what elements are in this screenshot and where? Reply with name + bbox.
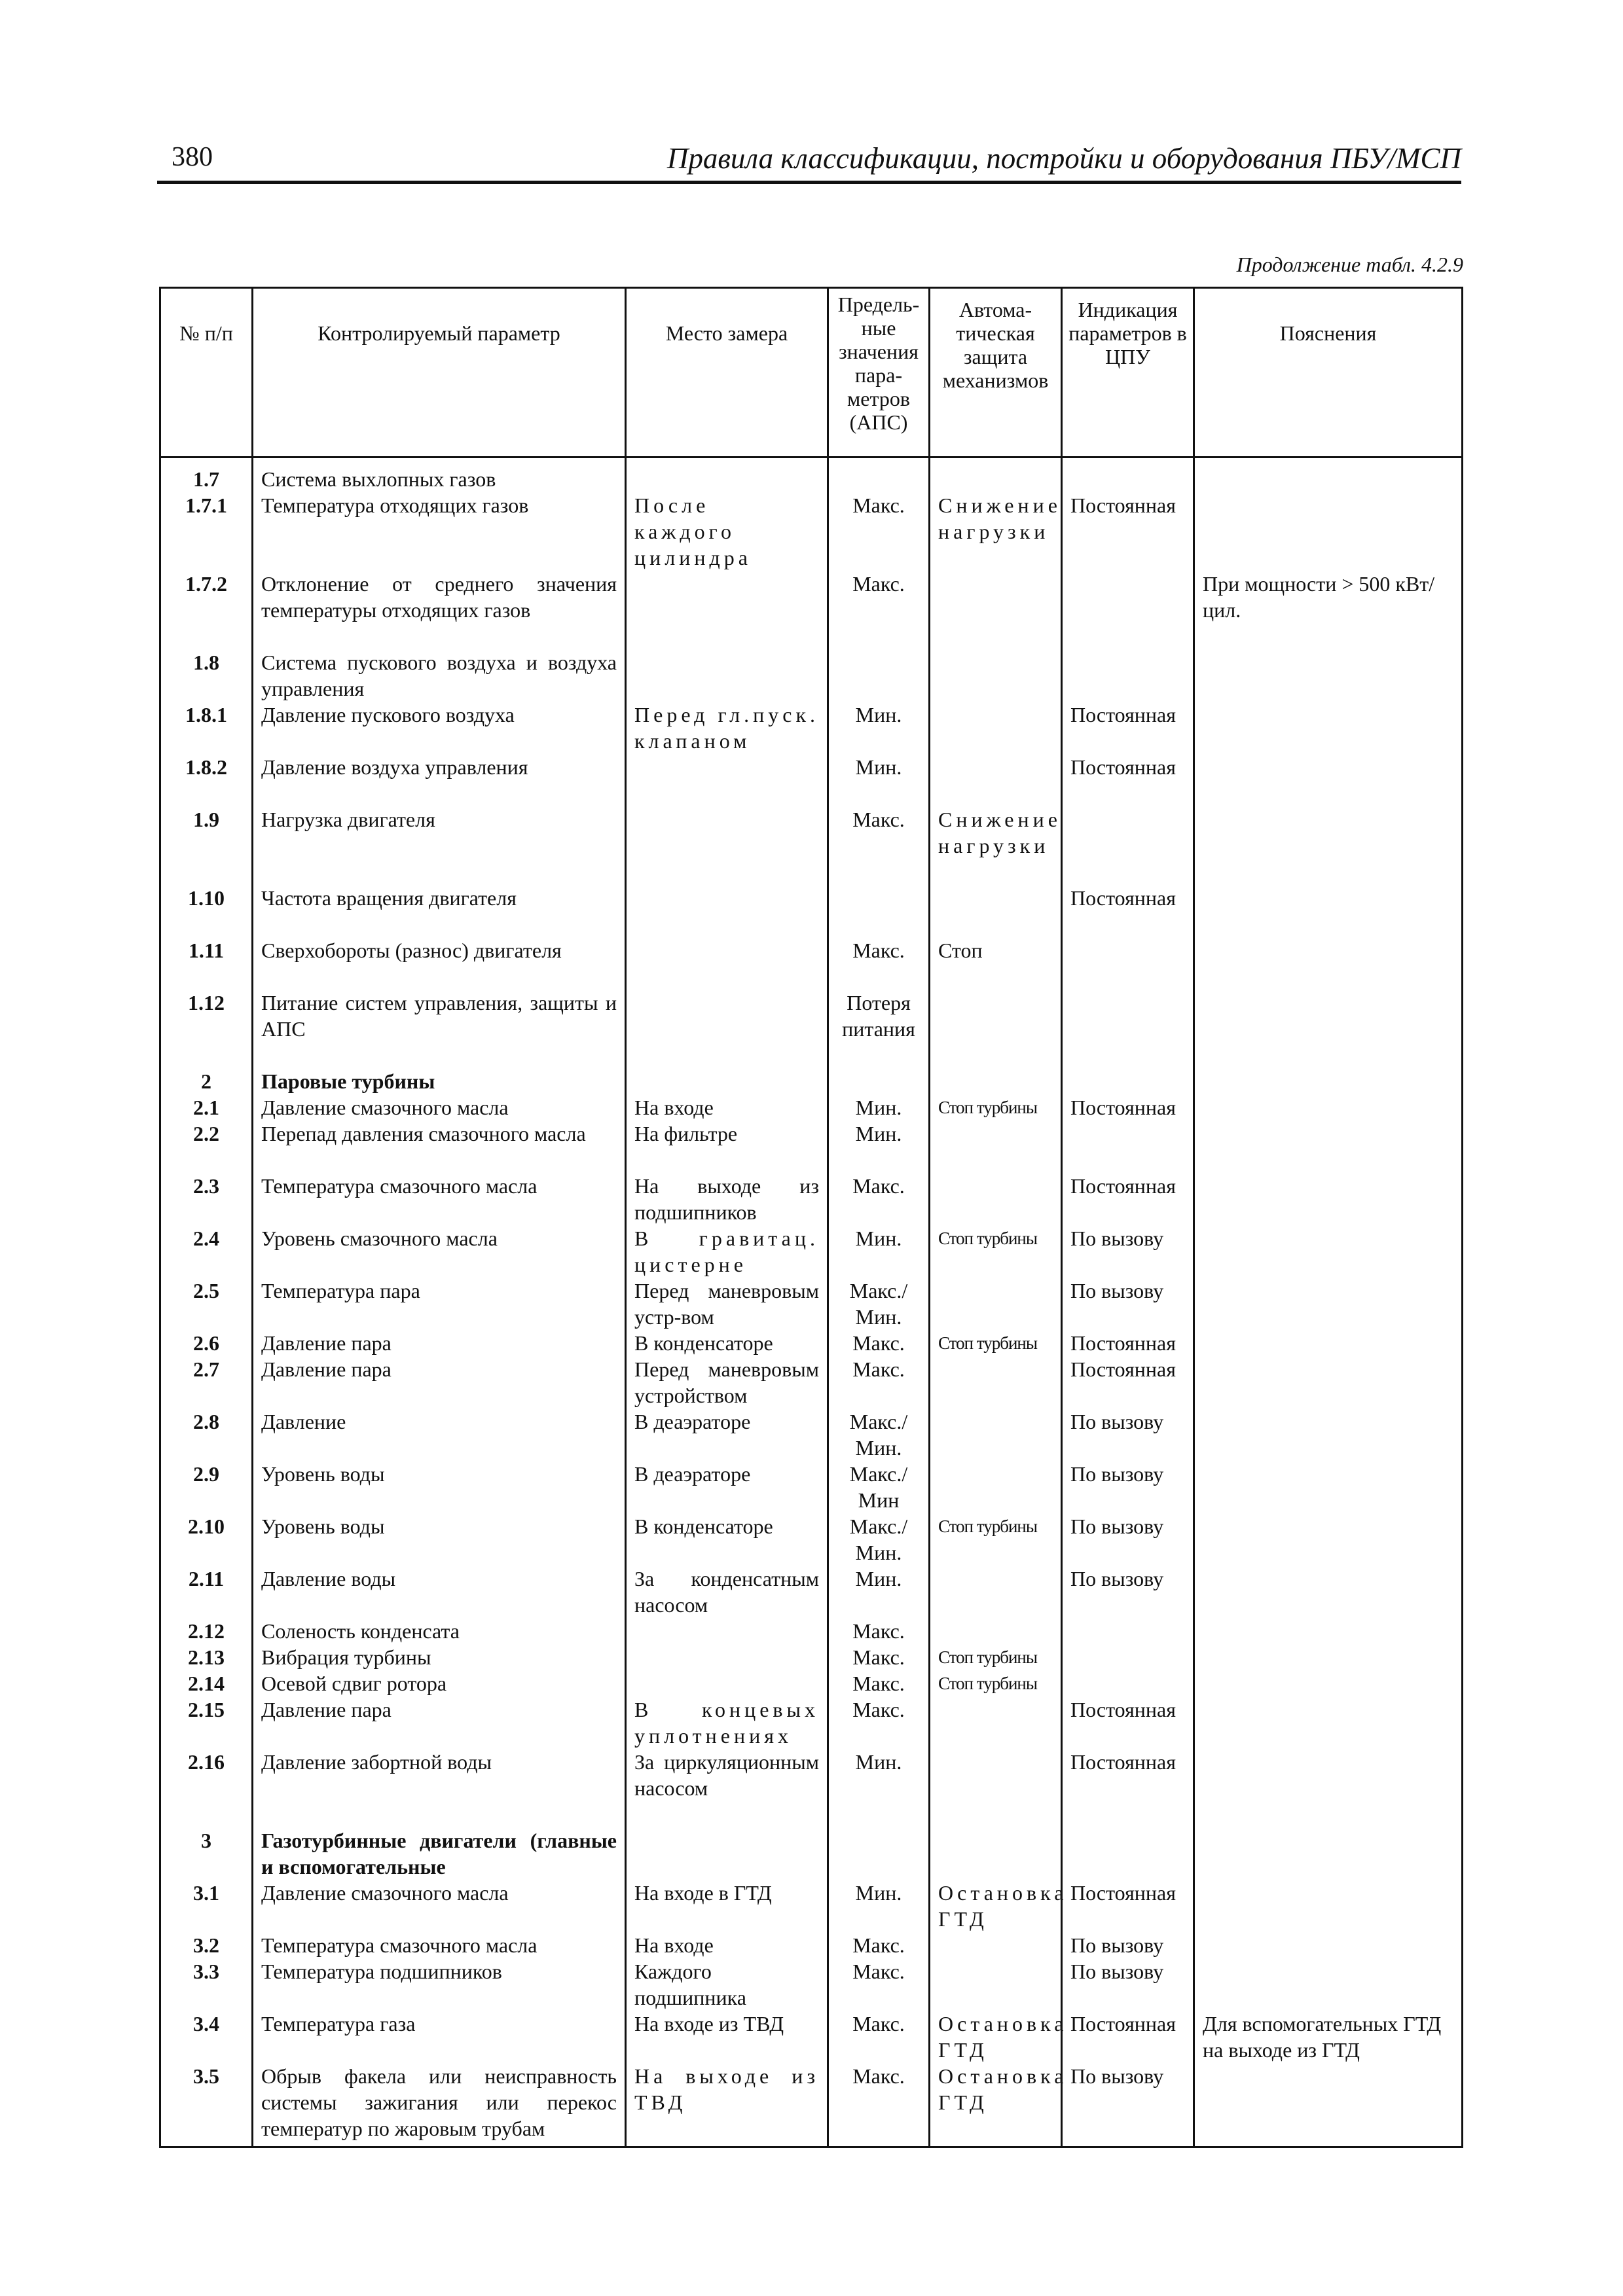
cell-indication [1062, 1644, 1194, 1670]
cell-limit: Мин. [828, 1225, 930, 1278]
cell-note [1194, 1121, 1463, 1173]
cell-place [626, 457, 828, 493]
cell-place: За циркуляционным насосом [626, 1749, 828, 1827]
cell-parameter: Температура подшипников [253, 1958, 626, 2011]
cell-protection: Остановка ГТД [930, 2011, 1062, 2063]
table-row [160, 1121, 1463, 1173]
cell-indication [1062, 1827, 1194, 1880]
cell-limit [828, 457, 930, 493]
cell-indication: Постоянная [1062, 1696, 1194, 1749]
cell-protection [930, 990, 1062, 1068]
cell-note [1194, 1827, 1463, 1880]
cell-place [626, 571, 828, 649]
cell-note: При мощности > 500 кВт/цил. [1194, 571, 1463, 649]
cell-place: Каждого подшипника [626, 1958, 828, 2011]
cell-number: 2.13 [160, 1644, 253, 1670]
cell-indication: По вызову [1062, 1278, 1194, 1330]
cell-note [1194, 1068, 1463, 1094]
cell-number: 2.10 [160, 1513, 253, 1566]
cell-indication: Постоянная [1062, 1330, 1194, 1356]
cell-limit: Макс. [828, 1958, 930, 2011]
cell-number: 1.9 [160, 806, 253, 885]
cell-place [626, 937, 828, 990]
cell-limit: Макс./ Мин. [828, 1278, 930, 1330]
cell-place [626, 1670, 828, 1696]
cell-note [1194, 1173, 1463, 1225]
cell-protection [930, 1932, 1062, 1958]
table-row [160, 1670, 1463, 1696]
cell-number: 3 [160, 1827, 253, 1880]
cell-parameter: Давление забортной воды [253, 1749, 626, 1827]
cell-place: Перед гл.пуск. клапаном [626, 702, 828, 754]
cell-indication: Постоянная [1062, 754, 1194, 806]
cell-parameter: Паровые турбины [253, 1068, 626, 1094]
cell-indication: По вызову [1062, 1461, 1194, 1513]
cell-place: В конденсаторе [626, 1330, 828, 1356]
cell-protection: Снижение нагрузки [930, 492, 1062, 571]
cell-number: 2.3 [160, 1173, 253, 1225]
cell-indication: По вызову [1062, 1932, 1194, 1958]
cell-note [1194, 702, 1463, 754]
cell-parameter: Вибрация турбины [253, 1644, 626, 1670]
cell-number: 3.3 [160, 1958, 253, 2011]
cell-indication [1062, 457, 1194, 493]
cell-parameter: Давление воздуха управления [253, 754, 626, 806]
cell-place: За конденсатным насосом [626, 1566, 828, 1618]
cell-indication: По вызову [1062, 1958, 1194, 2011]
table-row [160, 1932, 1463, 1958]
cell-number: 1.11 [160, 937, 253, 990]
cell-place [626, 1644, 828, 1670]
cell-place: На входе [626, 1932, 828, 1958]
cell-place [626, 806, 828, 885]
cell-protection [930, 1827, 1062, 1880]
cell-number: 2.7 [160, 1356, 253, 1408]
cell-protection: Стоп турбины [930, 1513, 1062, 1566]
cell-limit: Макс. [828, 937, 930, 990]
cell-indication [1062, 1121, 1194, 1173]
cell-place [626, 1827, 828, 1880]
cell-protection: Стоп турбины [930, 1330, 1062, 1356]
cell-number: 3.2 [160, 1932, 253, 1958]
cell-parameter: Соленость конденсата [253, 1618, 626, 1644]
cell-note [1194, 1749, 1463, 1827]
cell-limit: Макс. [828, 806, 930, 885]
cell-place [626, 885, 828, 937]
cell-note: Для вспомогательных ГТД на выходе из ГТД [1194, 2011, 1463, 2063]
cell-note [1194, 885, 1463, 937]
cell-place: В конденсаторе [626, 1513, 828, 1566]
cell-protection [930, 1173, 1062, 1225]
cell-note [1194, 649, 1463, 702]
cell-note [1194, 990, 1463, 1068]
cell-number: 2 [160, 1068, 253, 1094]
table-row [160, 1566, 1463, 1618]
table-row [160, 1461, 1463, 1513]
cell-number: 2.12 [160, 1618, 253, 1644]
cell-protection: Стоп турбины [930, 1225, 1062, 1278]
cell-indication [1062, 806, 1194, 885]
cell-limit: Макс. [828, 2011, 930, 2063]
cell-number: 2.6 [160, 1330, 253, 1356]
cell-number: 2.11 [160, 1566, 253, 1618]
cell-number: 3.5 [160, 2063, 253, 2147]
cell-protection [930, 1278, 1062, 1330]
cell-place [626, 1068, 828, 1094]
header-notes: Пояснения [1194, 288, 1463, 457]
cell-note [1194, 1644, 1463, 1670]
cell-indication: Постоянная [1062, 1173, 1194, 1225]
cell-place: Перед маневровым устройством [626, 1356, 828, 1408]
cell-limit: Мин. [828, 1880, 930, 1932]
cell-indication: Постоянная [1062, 1880, 1194, 1932]
cell-place: Перед маневровым устр-вом [626, 1278, 828, 1330]
parameters-table [159, 287, 1463, 2148]
cell-protection [930, 1121, 1062, 1173]
header-place: Место замера [626, 288, 828, 457]
cell-protection [930, 1566, 1062, 1618]
cell-note [1194, 2063, 1463, 2147]
cell-number: 2.5 [160, 1278, 253, 1330]
cell-indication [1062, 649, 1194, 702]
cell-place: На входе в ГТД [626, 1880, 828, 1932]
cell-note [1194, 1880, 1463, 1932]
cell-indication: Постоянная [1062, 1356, 1194, 1408]
table-row [160, 1225, 1463, 1278]
cell-note [1194, 1566, 1463, 1618]
table-row [160, 1408, 1463, 1461]
cell-limit: Макс. [828, 1932, 930, 1958]
cell-place: На входе из ТВД [626, 2011, 828, 2063]
cell-parameter: Газотурбинные двигатели (главные и вспомогательные [253, 1827, 626, 1880]
cell-indication [1062, 1068, 1194, 1094]
cell-limit: Макс./ Мин [828, 1461, 930, 1513]
cell-number: 3.4 [160, 2011, 253, 2063]
cell-parameter: Нагрузка двигателя [253, 806, 626, 885]
cell-limit: Макс. [828, 1173, 930, 1225]
cell-number: 1.8.2 [160, 754, 253, 806]
cell-limit: Потеря питания [828, 990, 930, 1068]
cell-note [1194, 1461, 1463, 1513]
cell-number: 3.1 [160, 1880, 253, 1932]
table-row [160, 1644, 1463, 1670]
table-row [160, 1696, 1463, 1749]
cell-parameter: Давление пара [253, 1356, 626, 1408]
cell-limit [828, 885, 930, 937]
table-row [160, 1513, 1463, 1566]
table-row [160, 1749, 1463, 1827]
page-number: 380 [172, 142, 213, 172]
cell-indication [1062, 937, 1194, 990]
cell-indication [1062, 1618, 1194, 1644]
cell-parameter: Давление пара [253, 1330, 626, 1356]
table-row [160, 1618, 1463, 1644]
cell-parameter: Температура смазочного масла [253, 1173, 626, 1225]
cell-indication [1062, 1670, 1194, 1696]
cell-limit: Мин. [828, 1121, 930, 1173]
cell-note [1194, 1618, 1463, 1644]
table-row [160, 571, 1463, 649]
cell-note [1194, 937, 1463, 990]
cell-protection: Стоп турбины [930, 1094, 1062, 1121]
cell-protection: Стоп турбины [930, 1670, 1062, 1696]
table-header-row [160, 288, 1463, 457]
cell-parameter: Обрыв факела или неисправность системы зажигания или перекос температур по жаровым трубам [253, 2063, 626, 2147]
cell-protection [930, 1461, 1062, 1513]
cell-protection [930, 457, 1062, 493]
cell-parameter: Питание систем управления, защиты и АПС [253, 990, 626, 1068]
cell-parameter: Осевой сдвиг ротора [253, 1670, 626, 1696]
table-row [160, 1094, 1463, 1121]
cell-note [1194, 1408, 1463, 1461]
cell-parameter: Уровень смазочного масла [253, 1225, 626, 1278]
cell-protection [930, 1356, 1062, 1408]
cell-number: 1.7.1 [160, 492, 253, 571]
header-indication: Индикация параметров в ЦПУ [1062, 288, 1194, 457]
cell-note [1194, 1932, 1463, 1958]
cell-limit: Мин. [828, 1749, 930, 1827]
cell-protection [930, 1068, 1062, 1094]
cell-note [1194, 1670, 1463, 1696]
cell-limit: Макс. [828, 1330, 930, 1356]
table-row [160, 990, 1463, 1068]
cell-parameter: Сверхобороты (разнос) двигателя [253, 937, 626, 990]
cell-place: В концевых уплотнениях [626, 1696, 828, 1749]
table-row [160, 1880, 1463, 1932]
cell-limit: Мин. [828, 702, 930, 754]
table-row [160, 1173, 1463, 1225]
cell-place: В гравитац. цистерне [626, 1225, 828, 1278]
cell-protection [930, 754, 1062, 806]
cell-protection [930, 649, 1062, 702]
cell-parameter: Давление пара [253, 1696, 626, 1749]
cell-number: 2.16 [160, 1749, 253, 1827]
page-header [157, 137, 1461, 184]
cell-protection [930, 1958, 1062, 2011]
cell-limit: Макс. [828, 492, 930, 571]
cell-limit [828, 1068, 930, 1094]
cell-number: 1.10 [160, 885, 253, 937]
cell-number: 1.8 [160, 649, 253, 702]
cell-place: На фильтре [626, 1121, 828, 1173]
cell-note [1194, 754, 1463, 806]
cell-place [626, 990, 828, 1068]
cell-indication: Постоянная [1062, 2011, 1194, 2063]
cell-protection [930, 885, 1062, 937]
cell-place [626, 1618, 828, 1644]
cell-note [1194, 1278, 1463, 1330]
cell-protection: Стоп турбины [930, 1644, 1062, 1670]
cell-protection: Снижение нагрузки [930, 806, 1062, 885]
cell-indication: По вызову [1062, 1408, 1194, 1461]
cell-protection [930, 1696, 1062, 1749]
cell-place: На выходе из ТВД [626, 2063, 828, 2147]
cell-protection [930, 1618, 1062, 1644]
cell-parameter: Уровень воды [253, 1461, 626, 1513]
cell-place: В деаэраторе [626, 1408, 828, 1461]
cell-parameter: Давление [253, 1408, 626, 1461]
table-row [160, 457, 1463, 493]
cell-limit: Макс. [828, 2063, 930, 2147]
cell-number: 1.7 [160, 457, 253, 493]
table-continuation-caption: Продолжение табл. 4.2.9 [1236, 253, 1463, 276]
table-row [160, 492, 1463, 571]
cell-indication: Постоянная [1062, 885, 1194, 937]
cell-parameter: Частота вращения двигателя [253, 885, 626, 937]
cell-note [1194, 1225, 1463, 1278]
cell-indication: По вызову [1062, 1225, 1194, 1278]
cell-parameter: Перепад давления смазочного масла [253, 1121, 626, 1173]
cell-note [1194, 1356, 1463, 1408]
cell-parameter: Отклонение от среднего значения температуры отходящих газов [253, 571, 626, 649]
cell-place: На входе [626, 1094, 828, 1121]
cell-note [1194, 1513, 1463, 1566]
cell-indication: Постоянная [1062, 492, 1194, 571]
cell-place: На выходе из подшипников [626, 1173, 828, 1225]
cell-limit: Макс. [828, 571, 930, 649]
table-row [160, 2063, 1463, 2147]
cell-indication: По вызову [1062, 2063, 1194, 2147]
cell-limit: Макс. [828, 1670, 930, 1696]
cell-parameter: Температура смазочного масла [253, 1932, 626, 1958]
cell-note [1194, 1094, 1463, 1121]
cell-parameter: Система выхлопных газов [253, 457, 626, 493]
header-protection: Автома-тическая защита механизмов [930, 288, 1062, 457]
cell-indication: Постоянная [1062, 702, 1194, 754]
cell-place [626, 754, 828, 806]
cell-parameter: Давление смазочного масла [253, 1094, 626, 1121]
cell-limit: Макс./ Мин. [828, 1408, 930, 1461]
cell-protection: Остановка ГТД [930, 1880, 1062, 1932]
table-row [160, 1068, 1463, 1094]
cell-limit: Макс./ Мин. [828, 1513, 930, 1566]
cell-limit: Мин. [828, 1566, 930, 1618]
header-parameter: Контролируемый параметр [253, 288, 626, 457]
cell-parameter: Система пускового воздуха и воздуха управления [253, 649, 626, 702]
cell-limit: Макс. [828, 1644, 930, 1670]
cell-protection: Стоп [930, 937, 1062, 990]
cell-limit: Мин. [828, 1094, 930, 1121]
table-row [160, 2011, 1463, 2063]
cell-indication: Постоянная [1062, 1094, 1194, 1121]
header-number: № п/п [160, 288, 253, 457]
cell-limit: Макс. [828, 1618, 930, 1644]
cell-indication: Постоянная [1062, 1749, 1194, 1827]
cell-protection [930, 702, 1062, 754]
cell-number: 2.15 [160, 1696, 253, 1749]
cell-number: 2.9 [160, 1461, 253, 1513]
table-row [160, 885, 1463, 937]
cell-protection: Остановка ГТД [930, 2063, 1062, 2147]
cell-limit: Мин. [828, 754, 930, 806]
cell-indication [1062, 990, 1194, 1068]
cell-parameter: Давление пускового воздуха [253, 702, 626, 754]
cell-parameter: Температура отходящих газов [253, 492, 626, 571]
table-row [160, 649, 1463, 702]
cell-parameter: Давление воды [253, 1566, 626, 1618]
table-row [160, 754, 1463, 806]
running-title: Правила классификации, постройки и оборудования ПБУ/МСП [666, 142, 1461, 175]
cell-protection [930, 571, 1062, 649]
cell-number: 2.2 [160, 1121, 253, 1173]
cell-limit [828, 649, 930, 702]
cell-place [626, 649, 828, 702]
cell-indication: По вызову [1062, 1566, 1194, 1618]
table-row [160, 1958, 1463, 2011]
table-row [160, 1356, 1463, 1408]
table-row [160, 1278, 1463, 1330]
cell-protection [930, 1749, 1062, 1827]
header-limit: Предель-ные значения пара-метров (АПС) [828, 288, 930, 457]
cell-number: 1.12 [160, 990, 253, 1068]
cell-note [1194, 492, 1463, 571]
cell-number: 2.8 [160, 1408, 253, 1461]
cell-parameter: Температура пара [253, 1278, 626, 1330]
cell-note [1194, 1330, 1463, 1356]
cell-number: 2.14 [160, 1670, 253, 1696]
cell-number: 1.7.2 [160, 571, 253, 649]
cell-note [1194, 1696, 1463, 1749]
cell-note [1194, 1958, 1463, 2011]
cell-indication: По вызову [1062, 1513, 1194, 1566]
table-row [160, 937, 1463, 990]
cell-number: 2.4 [160, 1225, 253, 1278]
cell-note [1194, 806, 1463, 885]
table-row [160, 1330, 1463, 1356]
cell-protection [930, 1408, 1062, 1461]
cell-parameter: Уровень воды [253, 1513, 626, 1566]
cell-indication [1062, 571, 1194, 649]
cell-parameter: Температура газа [253, 2011, 626, 2063]
table-row [160, 1827, 1463, 1880]
table-row [160, 702, 1463, 754]
cell-limit: Макс. [828, 1696, 930, 1749]
cell-limit: Макс. [828, 1356, 930, 1408]
cell-number: 1.8.1 [160, 702, 253, 754]
cell-place: В деаэраторе [626, 1461, 828, 1513]
cell-parameter: Давление смазочного масла [253, 1880, 626, 1932]
cell-number: 2.1 [160, 1094, 253, 1121]
table-row [160, 806, 1463, 885]
cell-place: После каждого цилиндра [626, 492, 828, 571]
cell-limit [828, 1827, 930, 1880]
cell-note [1194, 457, 1463, 493]
